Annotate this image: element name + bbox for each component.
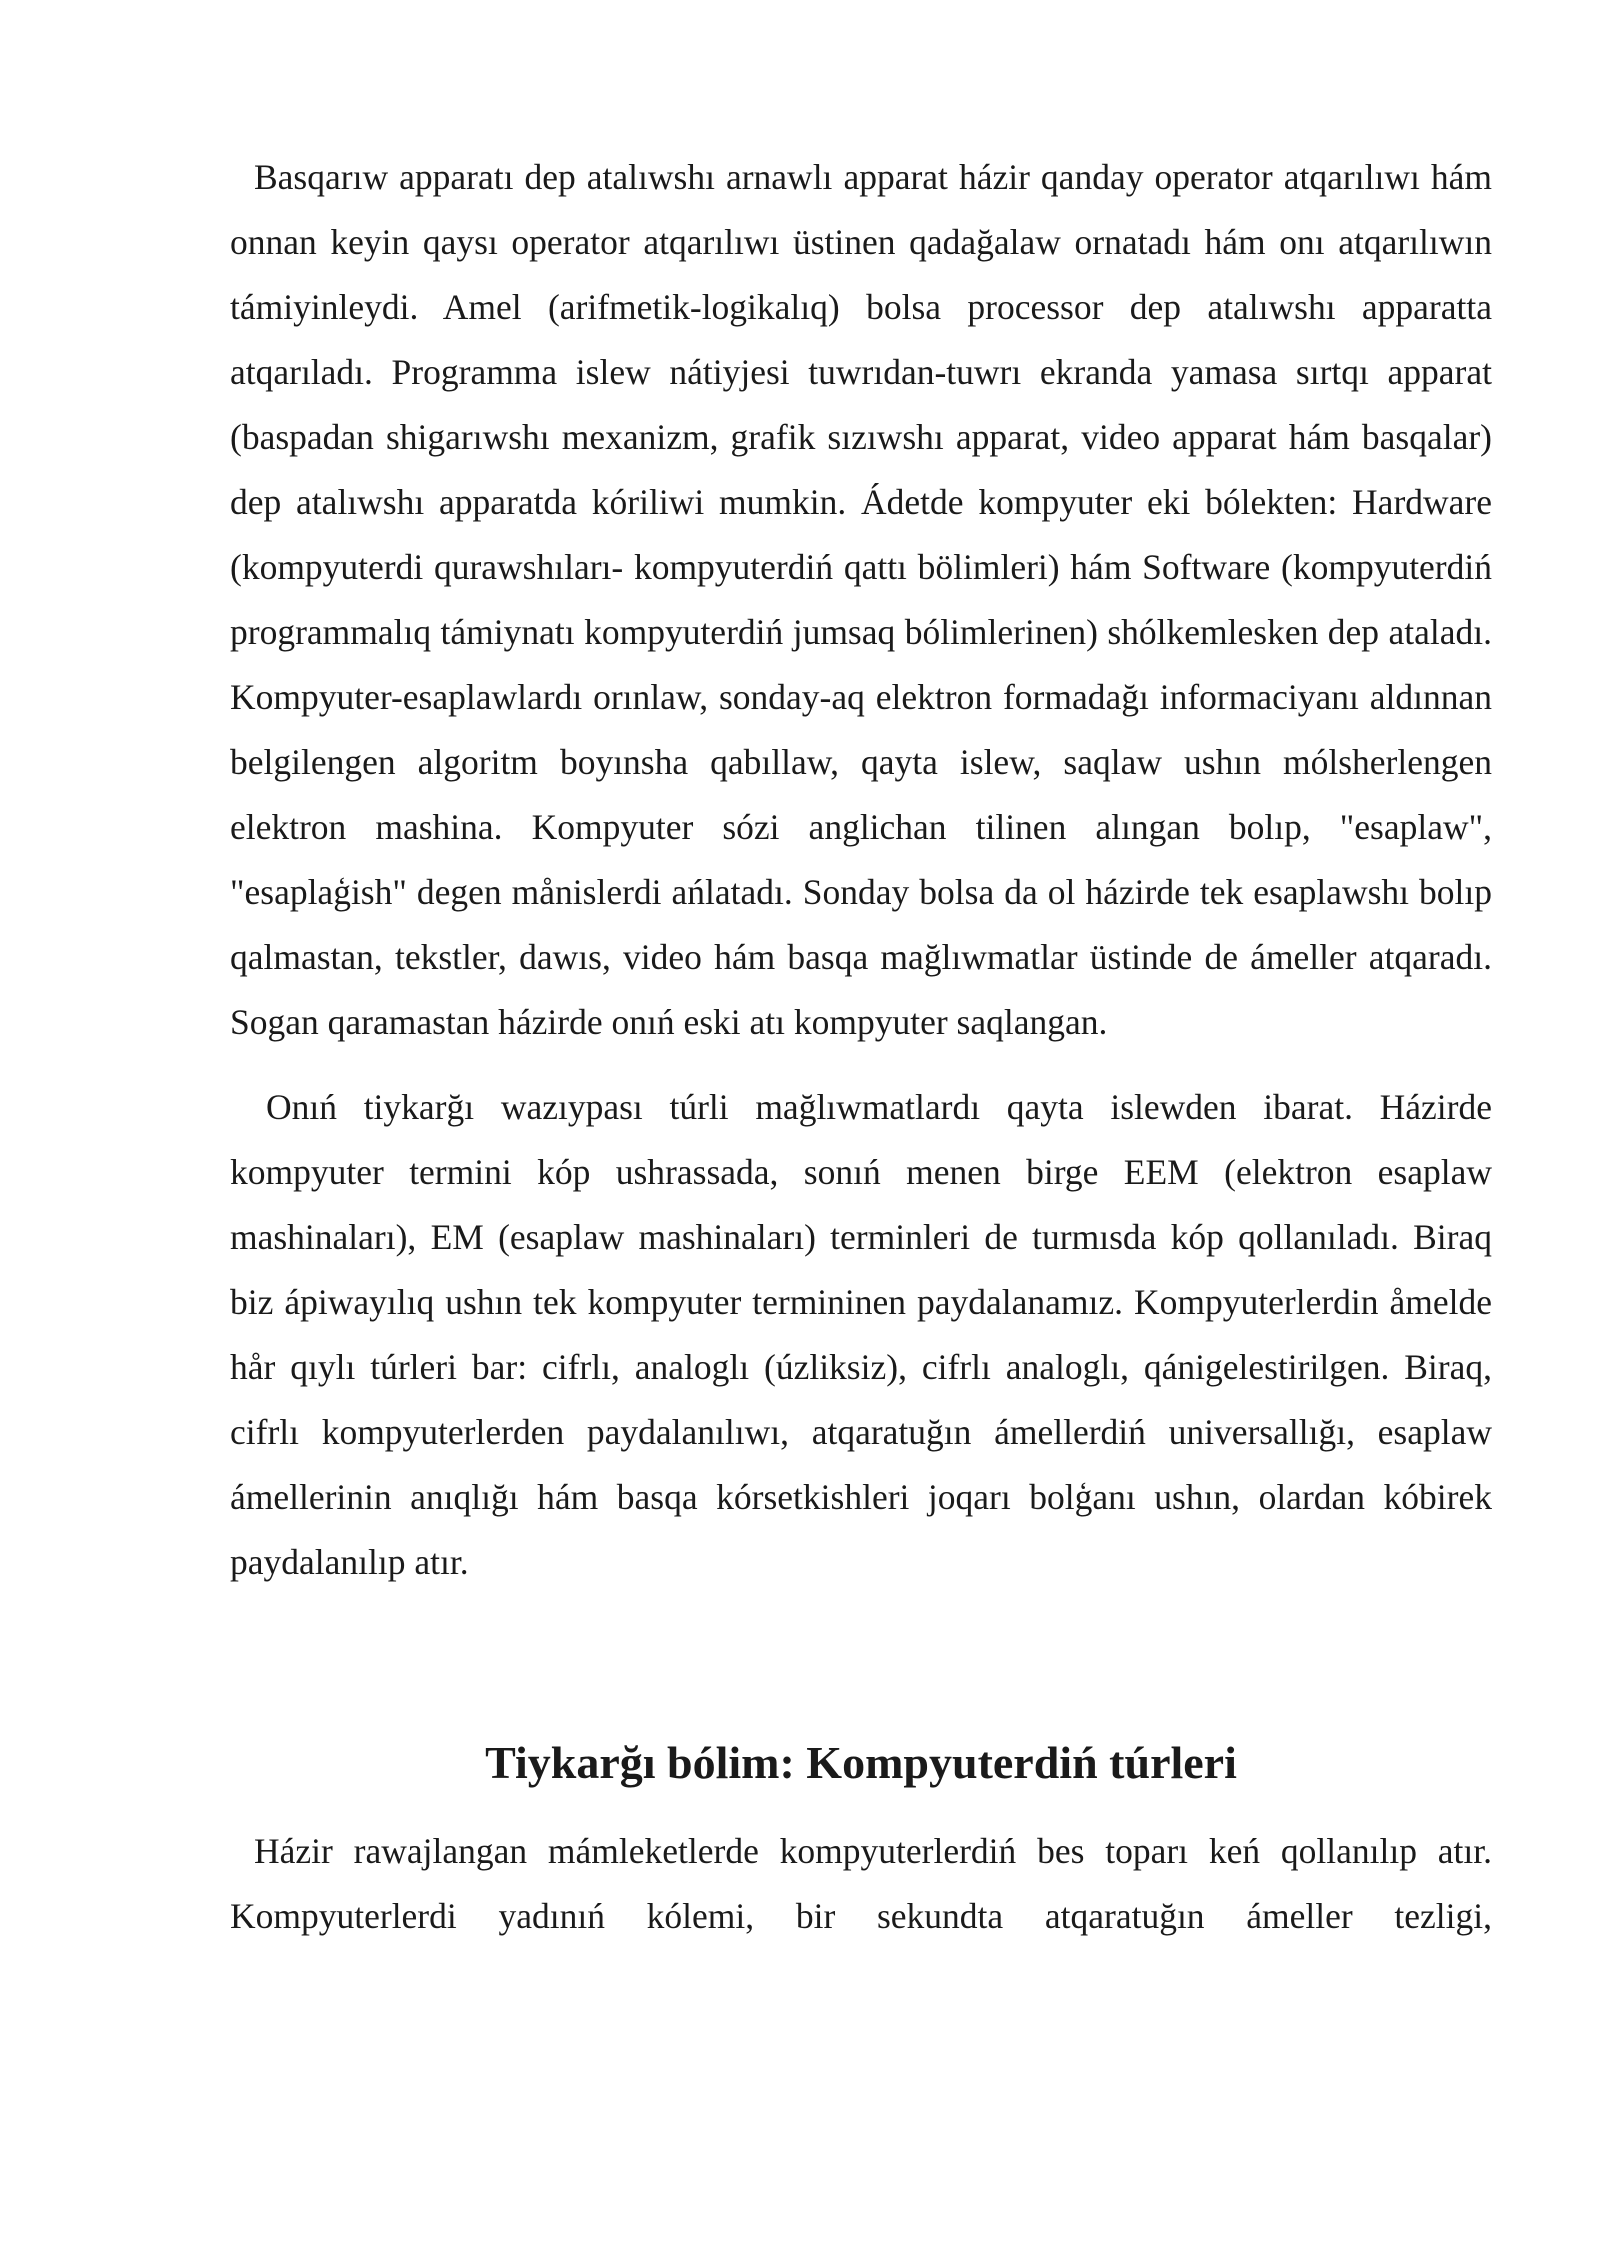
body-paragraph-1: Basqarıw apparatı dep atalıwshı arnawlı apparat házir qanday operator atqarılıwı hám onnan keyin qaysı operator atqarılıwı üstinen qadağalaw ornatadı hám onı atqarılıwın támiyinleydi. Amel (arifmetik-logikalıq) bolsa processor dep atalıwshı apparatta atqarıladı. Programma islew nátiyjesi tuwrıdan-tuwrı ekranda yamasa sırtqı apparat (baspadan shigarıwshı mexanizm, grafik sızıwshı apparat, video apparat hám basqalar) dep atalıwshı apparatda kóriliwi mumkin. Ádetde kompyuter eki bólekten: Hardware (kompyuterdi qurawshıları- kompyuterdiń qattı bölimleri) hám Software (kompyuterdiń programmalıq támiynatı kompyuterdiń jumsaq bólimlerinen) shólkemlesken dep ataladı. Kompyuter-esaplawlardı orınlaw, sonday-aq elektron formadağı informaciyanı aldınnan belgilengen algoritm boyınsha qabıllaw, qayta islew, saqlaw ushın mólsherlengen elektron mashina. Kompyuter sózi anglichan tilinen alıngan bolıp, "esaplaw", "esaplaģish" degen månislerdi ańlatadı. Sonday bolsa da ol házirde tek esaplawshı bolıp qalmastan, tekstler, dawıs, video hám basqa mağlıwmatlar üstinde de ámeller atqaradı. Sogan qaramastan házirde onıń eski atı kompyuter saqlangan. <box>230 157 1492 1042</box>
heading-spacer <box>230 1791 1492 1819</box>
section-heading: Tiykarğı bólim: Kompyuterdiń túrleri <box>485 1737 1237 1788</box>
body-paragraph-3: Házir rawajlangan mámleketlerde kompyuterlerdiń bes toparı keń qollanılıp atır. Kompyuterlerdi yadınıń kólemi, bir sekundta atqaratuğın ámeller tezligi, <box>230 1831 1492 1936</box>
body-paragraph-2: Onıń tiykarğı wazıypası túrli mağlıwmatlardı qayta islewden ibarat. Házirde kompyuter termini kóp ushrassada, sonıń menen birge EEM (elektron esaplaw mashinaları), EM (esaplaw mashinaları) terminleri de turmısda kóp qollanıladı. Biraq biz ápiwayılıq ushın tek kompyuter termininen paydalanamız. Kompyuterlerdin åmelde hår qıylı túrleri bar: cifrlı, analoglı (úzliksiz), cifrlı analoglı, qánigelestirilgen. Biraq, cifrlı kompyuterlerden paydalanılıwı, atqaratuğın ámellerdiń universallığı, esaplaw ámellerinin anıqlığı hám basqa kórsetkishleri joqarı bolģanı ushın, olardan kóbirek paydalanılıp atır. <box>230 1087 1492 1582</box>
document-page <box>230 145 1492 1949</box>
paragraph-spacer <box>230 1055 1492 1075</box>
